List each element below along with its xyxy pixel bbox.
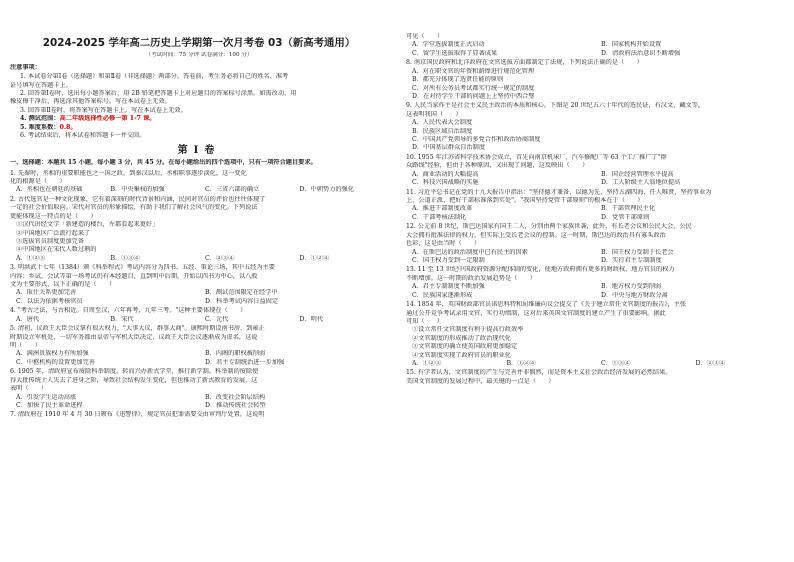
question-stem-line: 12. 公元前 8 世纪，斯巴达国家有国王二人，分别由两个家族世袭，此外，有长老会议和公民大会，公民 <box>406 223 692 231</box>
question-stem-line: 化的根源是（ ） <box>10 177 66 185</box>
section-instructions: 一、选择题：本题共 15 小题，每小题 3 分，共 45 分。在每小题给出的四个选项中，只有一项符合题目要求。 <box>10 159 317 167</box>
option-group <box>406 171 784 188</box>
option-group <box>406 68 784 102</box>
note-line: 3. 回答第Ⅱ卷时，将答案写在答题卡上。写在本试卷上无效。 <box>20 106 187 114</box>
answer-option: B．改变社会阶层结构 <box>205 393 266 401</box>
question-item <box>406 154 784 188</box>
answer-combination: A．①②③ <box>412 360 442 368</box>
question-stem-line: 文为主要形式，以下正确的是（ ） <box>10 281 116 289</box>
answer-option: A．君主专制制度不断加强 <box>412 283 485 291</box>
answer-option: B．中央集权的加强 <box>110 186 165 194</box>
answer-option: B．地方权力受到削弱 <box>601 283 662 291</box>
question-stem-line: 6. 1905 年，清政府宣布废除科举制度，转而兴办新式学堂，推行新学制。科举制的废除使 <box>10 368 259 376</box>
answer-option: ②中国地区广泛流行起来了 <box>16 229 91 237</box>
answer-option: D．明代 <box>299 315 324 323</box>
notes-title: 注意事项： <box>10 63 41 71</box>
answer-option: C．对所有公务员考试都实行统一规定的制度 <box>412 84 535 92</box>
answer-option: A．人民代表大会制度 <box>412 119 473 127</box>
option-group <box>406 249 784 266</box>
question-stem-line: 9. 人民当家作主是社会主义民主政治的本质和核心。下图是 20 世纪五六十年代的选民证，有汉文、藏文等， <box>406 102 705 110</box>
answer-option: ④文官制度实现了政府官员的职业化 <box>412 351 511 359</box>
answer-option: ②文官制度的形成推动了政治现代化 <box>412 334 511 342</box>
note-difficulty <box>10 124 388 132</box>
question-stem-line: 8. 南京国民政府和北洋政府在文官选拔方面都制定了法规，下列说法正确的是（ ） <box>406 59 643 67</box>
answer-option: B．都充分体现了选贤任能的原则 <box>412 76 504 84</box>
answer-option: D．中央与地方财政分离 <box>601 291 668 299</box>
option-group <box>406 283 784 300</box>
answer-option: A．学堂选拔制度正式启动 <box>412 41 485 49</box>
answer-combination-group <box>10 255 388 263</box>
question-stem-line: 色彩，这是由当时（ ） <box>406 240 481 248</box>
answer-option: ③文官制度的确立使英国政府更加稳定 <box>412 343 518 351</box>
option-group <box>10 221 388 255</box>
answer-option: C．民族国家逐渐形成 <box>412 291 473 299</box>
note-line: 1. 本试卷分第Ⅰ卷（选择题）和第Ⅱ卷（非选择题）两部分。答卷前，考生务必将自己的姓名、准考 <box>20 73 289 81</box>
question-item <box>10 368 388 410</box>
option-group <box>10 394 388 411</box>
answer-combination: C．①③④ <box>601 360 631 368</box>
answer-option: C．留学生选拔取得了显著成果 <box>412 49 498 57</box>
answer-option: A．商业活动的大幅提高 <box>412 170 479 178</box>
answer-option: C．以法为依据考核官员 <box>16 297 83 305</box>
note-scope <box>10 115 388 123</box>
question-stem-line: 10. 1955 年江苏省科学技术协会成立，首先向南京机床厂、汽车修配厂等 63 个工厂推广了"群 <box>406 153 667 161</box>
question-stem-line: 上、公道正派，把好干部标准落到实处"。"我国坚持党管干部原则"的根本在于（ ） <box>406 197 644 205</box>
right-column <box>406 32 784 560</box>
answer-option: D．在对待学生干部的问题上上坚持中西合璧 <box>412 92 535 100</box>
note-line: 证号填写在答题卡上。 <box>10 81 72 89</box>
answer-option: D．君主专制统治进一步加强 <box>205 358 285 366</box>
question-stem-line: 不断增加。这一时期的政治发展趋势是（ ） <box>406 274 536 282</box>
option-group <box>10 350 388 367</box>
answer-option: C．加快了民主革命进程 <box>16 401 83 409</box>
notes-list <box>10 73 388 140</box>
question-item <box>406 189 784 223</box>
question-stem-line: 13. 11 至 13 世纪中国政府资源分配体制的变化，使地方政府拥有更多的财政权，地方官员的权力 <box>406 266 675 274</box>
question-stem-line: 15. 有学者认为，文官制度的产生与完善并非偶然，而是资本主义社会政治经济发展的必然结果。 <box>406 369 672 377</box>
question-item <box>406 33 784 58</box>
question-stem-line: 得大批传统士人失去了进身之阶，导致社会结构发生变化，但也推动了新式教育的发展，这 <box>10 376 258 384</box>
option-group <box>406 205 784 222</box>
question-item <box>406 59 784 101</box>
answer-option: D．科举考试内容日益固定 <box>205 297 279 305</box>
answer-option: D．党管干部原则 <box>601 213 650 221</box>
question-item <box>406 369 784 386</box>
right-question-list <box>406 33 784 386</box>
answer-option: D．中朝势力的强化 <box>299 186 354 194</box>
question-stem-line: 表明（ ） <box>10 385 48 393</box>
note-line: 2. 回答第Ⅰ卷时，选出每小题答案后，用 2B 铅笔把答题卡上对应题目的答案标号涂黑。如需改动，用 <box>20 90 297 97</box>
answer-option: ④中国地区在宋代人数过剩的 <box>16 246 97 254</box>
answer-option: B．国企经营管理水平提高 <box>601 170 674 178</box>
question-item <box>406 301 784 368</box>
answer-option: D．推动传统社会转型 <box>205 401 266 409</box>
question-stem-line: 通过公开竞争考试录用文官，实行功绩制，这对后来英国文官制度的建立产生了重要影响。据此 <box>406 309 666 317</box>
answer-option: A．在斯巴达的政治制度中已有民主的因素 <box>412 248 528 256</box>
question-stem-line: 这表明我国（ ） <box>406 110 462 118</box>
question-stem-line: 更能体现这一特点的是（ ） <box>10 212 97 220</box>
note-scope-label: 4. 测试范围： <box>20 115 60 123</box>
note-difficulty-value: 0.8。 <box>59 123 77 131</box>
option-group <box>10 316 388 324</box>
answer-option: B．民族区域自治制度 <box>412 127 473 135</box>
exam-subtitle: （考试时间：75 分钟 试卷满分：100 分） <box>145 52 253 59</box>
question-stem-line: 1. 先秦时，丞相的重要职能也之一国之政，到秦汉以后，丞相职事逐步淡化，这一变化 <box>10 169 247 177</box>
option-group <box>10 186 388 194</box>
answer-option: C．中国共产党领导的多党合作和政治协商制度 <box>412 136 541 144</box>
answer-option: B．测试范围限定在经学中 <box>205 289 278 297</box>
question-item <box>10 411 388 419</box>
answer-option: B．国王权力受制于长老会 <box>601 248 674 256</box>
answer-option: D．中国基层群众自治制度 <box>412 144 486 152</box>
question-item <box>10 170 388 195</box>
answer-option: A．引发学生运动高涨 <box>16 393 77 401</box>
option-group <box>10 289 388 306</box>
option-group <box>406 326 784 360</box>
answer-combination-group <box>406 360 784 368</box>
question-item <box>406 266 784 300</box>
answer-option: A．取仕关系更加完善 <box>16 289 77 297</box>
question-stem-line: 7. 清政府在 1910 年 4 月 30 日颁布《违警律》，规定官员犯罪需要交由审判厅处置。这说明 <box>10 411 265 419</box>
question-item <box>10 196 388 263</box>
question-item <box>406 223 784 265</box>
answer-combination: B．①③④ <box>110 254 140 262</box>
answer-combination: A．①②③ <box>16 254 46 262</box>
question-stem-line: 4. "考古之法，与古相近。自周至汉，六年再考，九年三考。"这种主要体现在（ ） <box>10 307 247 315</box>
answer-combination: C．②③④ <box>205 254 235 262</box>
exam-title: 2024-2025 学年高二历史上学期第一次月考卷 03（新高考通用） <box>42 37 356 49</box>
note-scope-value: 高二年级选择性必修一第 1-7 课。 <box>59 115 156 123</box>
left-column <box>10 30 388 558</box>
answer-option: A．丞相也在朝廷的基础 <box>16 186 83 194</box>
option-group <box>406 119 784 153</box>
question-stem-line: 大会拥有批准法律的权力，但实际上受长老会议的控制。这一时期，斯巴达的政治具有寡头政治 <box>406 231 666 239</box>
answer-option: B．内阁的职权被削弱 <box>205 350 266 358</box>
answer-option: B．国家机构开始设置 <box>601 41 662 49</box>
question-stem-line: 众路线"经验，但由于各种原因，又出现了问题，这反映出（ ） <box>406 162 589 170</box>
question-stem-line: 11. 习近平总书记在党的十九大报告中指出："坚持德才兼备、以德为先，坚持五湖四海、任人唯贤，坚持事业为 <box>406 188 712 196</box>
note-difficulty-label: 5. 难度系数： <box>20 123 60 131</box>
question-stem-line: 可见（ ） <box>406 33 444 40</box>
answer-option: B．宋代 <box>110 315 134 323</box>
answer-option: D．实行君主专制制度 <box>601 256 662 264</box>
answer-combination: D．②③④ <box>695 360 726 368</box>
answer-option: A．唐代 <box>16 315 40 323</box>
answer-option: A．满洲贵族权力有所加强 <box>16 350 89 358</box>
question-item <box>406 102 784 153</box>
question-stem-line: 美国文官制度的发展过程中，最关键的一点是（ ） <box>406 377 555 385</box>
answer-combination: D．①②④ <box>299 254 330 262</box>
answer-option: ③选拔官员制度更加完备 <box>16 237 85 245</box>
note-line: 橡皮擦干净后，再选涂其他答案标号。写在本试卷上无效。 <box>10 98 171 106</box>
answer-option: A．推进干部制度改革 <box>412 205 473 213</box>
answer-option: B．干部管理民主化 <box>601 205 656 213</box>
answer-option: D．工人阶级主人翁地位提高 <box>601 179 681 187</box>
answer-combination: B．①②④ <box>506 360 536 368</box>
answer-option: D．清政府法治意识不断增强 <box>601 49 681 57</box>
answer-option: C．元代 <box>205 315 229 323</box>
answer-option: C．中枢机构的设置更加完善 <box>16 358 95 366</box>
answer-option: C．三省六部的确立 <box>205 186 260 194</box>
option-group <box>406 41 784 58</box>
note-line: 6. 考试结束后，将本试卷和答题卡一并交回。 <box>20 132 146 140</box>
question-stem-line: 一定的社会价值取向。宋代对官员的形象描绘，有助于我们了解社会风气的变化。下列说法 <box>10 204 258 212</box>
answer-option: ①设立常任文官制度有利于提高行政效率 <box>412 326 524 334</box>
answer-option: C．科技兴国战略的实施 <box>412 179 479 187</box>
question-stem-line: 内容；乡试、会试等第一场考试仍有本经题目，直到明中后期，开始以四书为中心，以八股 <box>10 272 258 280</box>
question-item <box>10 325 388 367</box>
answer-option: ①汉代讲经文学「新建造的楼台，左都看起来更好」 <box>16 221 159 229</box>
question-stem-line: 5. 清初，议政王大臣会议掌有很大权力，"大事大议，群事大商"。康熙时期设南书房，到雍正 <box>10 325 265 333</box>
question-item <box>10 264 388 306</box>
question-stem-line: 明（ ） <box>10 341 41 349</box>
question-stem-line: 时期设立军机处，一切军务都由皇帝与军机大臣决定，议政王大臣会议逐渐成为虚名，这说 <box>10 333 258 341</box>
question-item <box>10 307 388 324</box>
question-stem-line: 3. 明洪武十七年（1384）颁《科举程式》考试内容分为四书、五经、策论三场，其中五经为主要 <box>10 264 275 272</box>
answer-option: C．国王权力受到一定限制 <box>412 256 485 264</box>
left-question-list <box>10 170 388 420</box>
answer-option: A．对在职文官的年资和薪俸进行规范化管理 <box>412 67 535 75</box>
question-stem-line: 可知（ ） <box>406 317 444 325</box>
answer-option: C．干部考核法制化 <box>412 213 467 221</box>
section-heading: 第Ⅰ卷 <box>177 144 221 156</box>
question-stem-line: 14. 1854 年，英国财政部官员诺思科特和屈维廉向议会提交了《关于建立常任文官制度的报告》，主张 <box>406 301 687 309</box>
question-stem-line: 2. 古代选官是一种文化现象，它有着深刻的时代背景和内涵，民间对官员的评价也往往体现了 <box>10 195 266 203</box>
